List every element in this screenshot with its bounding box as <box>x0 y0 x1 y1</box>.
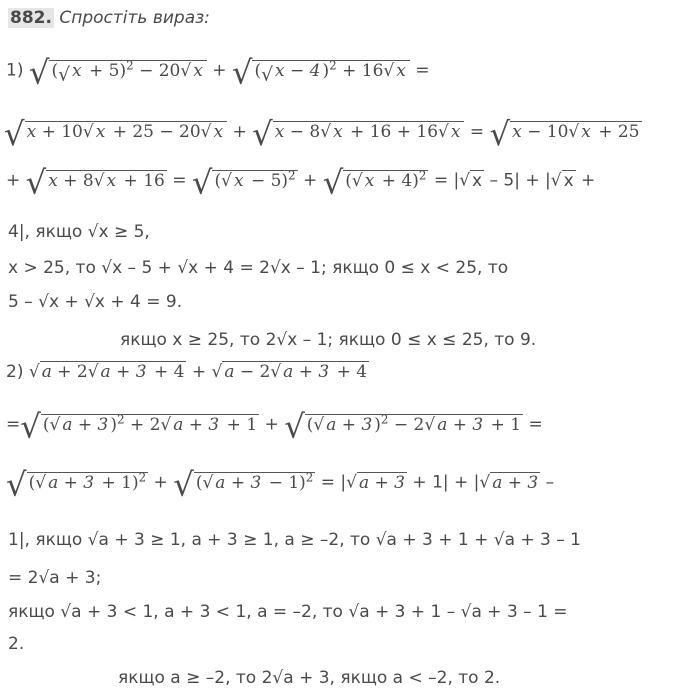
problem-number: 882. <box>10 8 52 28</box>
text-line-5: x > 25, то √x – 5 + √x + 4 = 2√x – 1; якщо 0 ≤ x < 25, то <box>8 258 509 278</box>
text-line-6: 5 – √x + √x + 4 = 9. <box>8 292 183 312</box>
formula-line-3: + √ x + 8√ x + 16 = √ (√ x − 5)$^2$ + √ (√ x + 4)$^2$ = |√ x – 5| + |√ x + <box>6 163 596 202</box>
formula-line-2: √ x + 10√ x + 25 − 20√ x + √ x − 8√ x + 16 + 16√ x = √ x − 10√ x + 25 <box>4 115 640 153</box>
problem-title: Спростіть вираз: <box>59 8 210 28</box>
text-line-4: 4|, якщо √x ≥ 5, <box>8 222 150 242</box>
formula-line-8: 2) √ a + 2√ a + 3 + 4 + √ a − 2√ a + 3 + 4 <box>6 362 368 382</box>
formula-line-9: =√ (√ a + 3 )$^2$ + 2√ a + 3 + 1 + √ (√ a + 3 )$^2$ − 2√ a + 3 + 1 = <box>6 407 543 446</box>
problem-header <box>8 8 210 28</box>
text-line-11: 1|, якщо √a + 3 ≥ 1, a + 3 ≥ 1, a ≥ –2, то √a + 3 + 1 + √a + 3 – 1 <box>8 530 581 550</box>
answer-line-1: якщо x ≥ 25, то 2√x – 1; якщо 0 ≤ x ≤ 25, то 9. <box>120 330 537 350</box>
part-2-label: 2) <box>6 362 24 382</box>
answer-line-2: якщо a ≥ –2, то 2√a + 3, якщо a < –2, то 2. <box>118 668 501 688</box>
text-line-12: = 2√a + 3; <box>8 568 102 588</box>
formula-line-10: √ (√ a + 3 + 1)$^2$ + √ (√ a + 3 − 1)$^2$ = |√ a + 3 + 1| + |√ a + 3 – <box>6 465 555 504</box>
text-line-13: якщо √a + 3 < 1, a + 3 < 1, a = –2, то √a + 3 + 1 – √a + 3 – 1 = <box>8 602 568 622</box>
text-line-14: 2. <box>8 634 25 654</box>
formula-line-1: 1) √ (√ x + 5)$^2$ − 20√ x + √ (√ x − 4 )$^2$ + 16√ x = <box>6 53 430 92</box>
part-1-label: 1) <box>6 60 24 81</box>
